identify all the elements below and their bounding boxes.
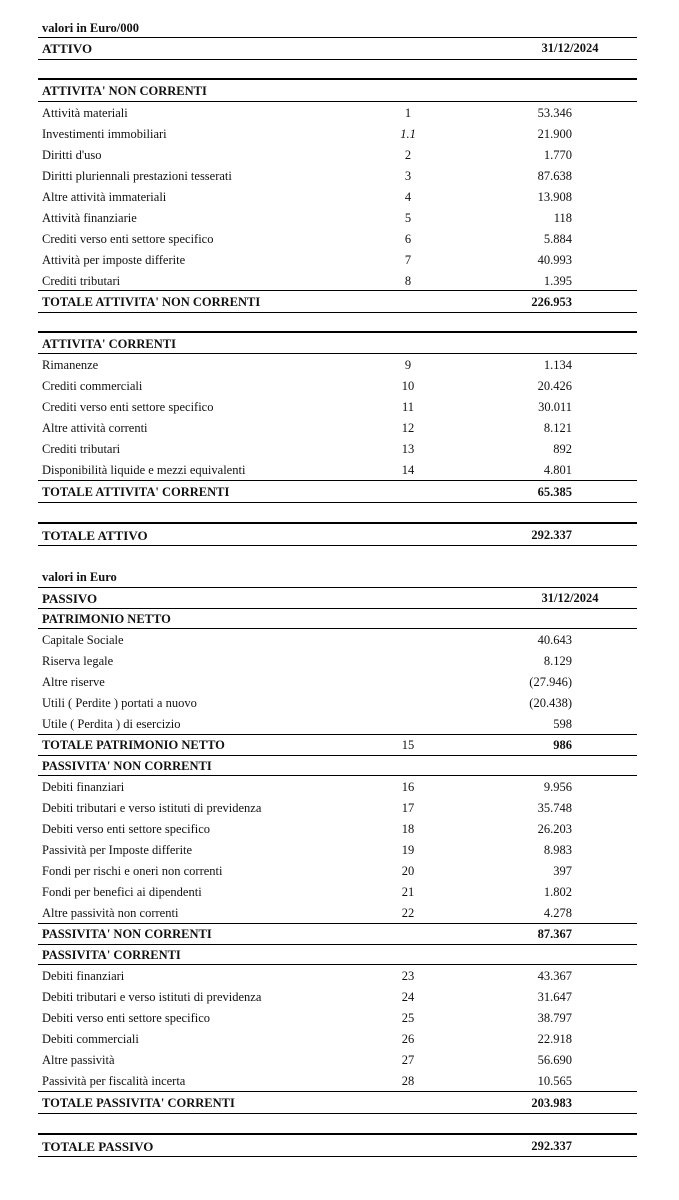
divider — [38, 331, 637, 333]
table-row — [38, 882, 637, 903]
row-note: 12 — [401, 421, 415, 435]
row-label: Debiti tributari e verso istituti di previdenza — [42, 801, 262, 815]
table-row — [38, 714, 637, 735]
row-value: 4.801 — [543, 463, 572, 477]
row-label: Attività per imposte differite — [42, 253, 186, 267]
table-row — [38, 166, 637, 187]
row-label: Utile ( Perdita ) di esercizio — [42, 717, 181, 731]
row-value: 397 — [553, 864, 572, 878]
total-row — [38, 924, 637, 945]
passivo-unit-label: valori in Euro — [42, 570, 117, 584]
row-label: Passività per fiscalità incerta — [42, 1074, 186, 1088]
divider — [38, 480, 637, 481]
row-value: 118 — [553, 211, 572, 225]
attivo-date: 31/12/2024 — [541, 41, 599, 55]
table-row — [38, 439, 637, 460]
row-value: 892 — [553, 442, 572, 456]
divider — [38, 1113, 637, 1114]
table-row — [38, 103, 637, 124]
divider — [38, 101, 637, 102]
table-row — [38, 903, 637, 924]
row-note: 26 — [401, 1032, 415, 1046]
total-note: 15 — [401, 738, 415, 752]
section-heading: PATRIMONIO NETTO — [42, 612, 171, 626]
attivo-unit-label: valori in Euro/000 — [42, 21, 140, 35]
table-row — [38, 798, 637, 819]
row-value: (20.438) — [529, 696, 572, 710]
row-label: Altre passività — [42, 1053, 115, 1067]
section-heading-row — [38, 945, 637, 966]
row-note: 25 — [401, 1011, 415, 1025]
divider — [38, 1091, 637, 1092]
grand-total-value: 292.337 — [531, 1139, 572, 1153]
grand-total-row — [38, 1136, 637, 1157]
row-note: 8 — [404, 274, 412, 288]
total-value: 65.385 — [537, 485, 572, 499]
row-note: 24 — [401, 990, 415, 1004]
row-value: 20.426 — [537, 379, 572, 393]
row-note: 17 — [401, 801, 415, 815]
table-row — [38, 630, 637, 651]
row-value: 1.770 — [543, 148, 572, 162]
total-label: PASSIVITA' NON CORRENTI — [42, 927, 212, 941]
section-heading: ATTIVITA' NON CORRENTI — [42, 84, 207, 98]
row-value: 8.129 — [543, 654, 572, 668]
row-label: Attività finanziarie — [42, 211, 137, 225]
row-label: Altre passività non correnti — [42, 906, 179, 920]
table-row — [38, 1071, 637, 1092]
table-row — [38, 271, 637, 292]
row-value: 31.647 — [537, 990, 572, 1004]
row-note: 28 — [401, 1074, 415, 1088]
row-value: 1.134 — [543, 358, 572, 372]
table-row — [38, 1050, 637, 1071]
section-heading: ATTIVITA' CORRENTI — [42, 337, 176, 351]
total-value: 986 — [553, 738, 572, 752]
row-label: Rimanenze — [42, 358, 99, 372]
row-value: 1.802 — [543, 885, 572, 899]
row-label: Debiti finanziari — [42, 780, 125, 794]
row-label: Crediti tributari — [42, 442, 121, 456]
passivo-date: 31/12/2024 — [541, 591, 599, 605]
row-note: 10 — [401, 379, 415, 393]
row-note: 6 — [404, 232, 412, 246]
table-row — [38, 229, 637, 250]
table-row — [38, 397, 637, 418]
table-row — [38, 355, 637, 376]
row-label: Utili ( Perdite ) portati a nuovo — [42, 696, 197, 710]
divider — [38, 775, 637, 776]
row-label: Attività materiali — [42, 106, 128, 120]
table-row — [38, 208, 637, 229]
row-note: 16 — [401, 780, 415, 794]
total-label: TOTALE PASSIVITA' CORRENTI — [42, 1096, 235, 1110]
attivo-title: ATTIVO — [42, 41, 93, 56]
divider — [38, 59, 637, 60]
divider — [38, 628, 637, 629]
row-label: Disponibilità liquide e mezzi equivalenti — [42, 463, 246, 477]
section-heading: PASSIVITA' CORRENTI — [42, 948, 181, 962]
row-note: 21 — [401, 885, 415, 899]
row-note: 1 — [404, 106, 412, 120]
total-value: 87.367 — [537, 927, 572, 941]
total-label: TOTALE PATRIMONIO NETTO — [42, 738, 225, 752]
row-label: Diritti pluriennali prestazioni tesserati — [42, 169, 232, 183]
row-value: 10.565 — [537, 1074, 572, 1088]
row-label: Debiti commerciali — [42, 1032, 139, 1046]
row-note: 9 — [404, 358, 412, 372]
row-label: Debiti verso enti settore specifico — [42, 1011, 210, 1025]
row-value: 26.203 — [537, 822, 572, 836]
grand-total-value: 292.337 — [531, 528, 572, 542]
row-note: 20 — [401, 864, 415, 878]
passivo-unit-row — [38, 567, 637, 588]
table-row — [38, 376, 637, 397]
row-note: 2 — [404, 148, 412, 162]
table-row — [38, 1029, 637, 1050]
table-row — [38, 124, 637, 145]
row-label: Debiti verso enti settore specifico — [42, 822, 210, 836]
total-row — [38, 292, 637, 313]
row-value: 5.884 — [543, 232, 572, 246]
total-label: TOTALE ATTIVITA' NON CORRENTI — [42, 295, 261, 309]
row-value: 38.797 — [537, 1011, 572, 1025]
row-label: Crediti verso enti settore specifico — [42, 232, 214, 246]
row-note: 3 — [404, 169, 412, 183]
row-label: Fondi per rischi e oneri non correnti — [42, 864, 223, 878]
divider — [38, 964, 637, 965]
attivo-unit-row — [38, 18, 637, 39]
grand-total-row — [38, 525, 637, 546]
table-row — [38, 250, 637, 271]
section-heading-row — [38, 81, 637, 102]
row-label: Fondi per benefici ai dipendenti — [42, 885, 202, 899]
row-value: 53.346 — [537, 106, 572, 120]
row-value: 21.900 — [537, 127, 572, 141]
row-label: Crediti verso enti settore specifico — [42, 400, 214, 414]
table-row — [38, 651, 637, 672]
row-value: 1.395 — [543, 274, 572, 288]
row-value: 8.121 — [543, 421, 572, 435]
row-label: Debiti finanziari — [42, 969, 125, 983]
row-note: 23 — [401, 969, 415, 983]
row-label: Diritti d'uso — [42, 148, 102, 162]
row-note: 7 — [404, 253, 412, 267]
attivo-title-row — [38, 38, 637, 59]
row-note: 4 — [404, 190, 412, 204]
table-row — [38, 777, 637, 798]
section-heading-row — [38, 609, 637, 630]
total-row — [38, 735, 637, 756]
row-label: Crediti commerciali — [42, 379, 143, 393]
table-row — [38, 418, 637, 439]
table-row — [38, 1008, 637, 1029]
row-label: Altre attività correnti — [42, 421, 148, 435]
table-row — [38, 145, 637, 166]
row-value: 4.278 — [543, 906, 572, 920]
row-value: 22.918 — [537, 1032, 572, 1046]
row-note: 11 — [401, 400, 415, 414]
row-value: 30.011 — [538, 400, 572, 414]
row-label: Crediti tributari — [42, 274, 121, 288]
section-heading-row — [38, 756, 637, 777]
row-value: (27.946) — [529, 675, 572, 689]
row-value: 43.367 — [537, 969, 572, 983]
divider — [38, 522, 637, 524]
table-row — [38, 187, 637, 208]
grand-total-label: TOTALE PASSIVO — [42, 1139, 154, 1154]
table-row — [38, 840, 637, 861]
row-note: 1.1 — [400, 127, 416, 141]
row-value: 13.908 — [537, 190, 572, 204]
divider — [38, 1156, 637, 1157]
row-value: 35.748 — [537, 801, 572, 815]
row-note: 13 — [401, 442, 415, 456]
row-note: 22 — [401, 906, 415, 920]
table-row — [38, 861, 637, 882]
table-row — [38, 819, 637, 840]
row-note: 5 — [404, 211, 412, 225]
total-value: 226.953 — [531, 295, 572, 309]
table-row — [38, 693, 637, 714]
divider — [38, 312, 637, 313]
section-heading: PASSIVITA' NON CORRENTI — [42, 759, 212, 773]
row-label: Investimenti immobiliari — [42, 127, 167, 141]
total-value: 203.983 — [531, 1096, 572, 1110]
divider — [38, 502, 637, 503]
row-note: 27 — [401, 1053, 415, 1067]
section-heading-row — [38, 334, 637, 355]
row-label: Riserva legale — [42, 654, 114, 668]
passivo-title: PASSIVO — [42, 591, 98, 606]
row-value: 598 — [553, 717, 572, 731]
table-row — [38, 460, 637, 481]
total-row — [38, 1093, 637, 1114]
row-value: 8.983 — [543, 843, 572, 857]
divider — [38, 1133, 637, 1135]
divider — [38, 353, 637, 354]
row-value: 87.638 — [537, 169, 572, 183]
table-row — [38, 672, 637, 693]
row-label: Capitale Sociale — [42, 633, 124, 647]
table-row — [38, 966, 637, 987]
row-note: 14 — [401, 463, 415, 477]
passivo-title-row — [38, 588, 637, 609]
row-value: 56.690 — [537, 1053, 572, 1067]
row-value: 40.993 — [537, 253, 572, 267]
row-label: Altre attività immateriali — [42, 190, 167, 204]
row-note: 18 — [401, 822, 415, 836]
divider — [38, 78, 637, 80]
row-label: Debiti tributari e verso istituti di previdenza — [42, 990, 262, 1004]
total-row — [38, 482, 637, 503]
divider — [38, 545, 637, 546]
row-value: 9.956 — [543, 780, 572, 794]
row-note: 19 — [401, 843, 415, 857]
row-label: Altre riserve — [42, 675, 105, 689]
total-label: TOTALE ATTIVITA' CORRENTI — [42, 485, 230, 499]
divider — [38, 290, 637, 291]
table-row — [38, 987, 637, 1008]
grand-total-label: TOTALE ATTIVO — [42, 528, 148, 543]
row-value: 40.643 — [537, 633, 572, 647]
row-label: Passività per Imposte differite — [42, 843, 193, 857]
